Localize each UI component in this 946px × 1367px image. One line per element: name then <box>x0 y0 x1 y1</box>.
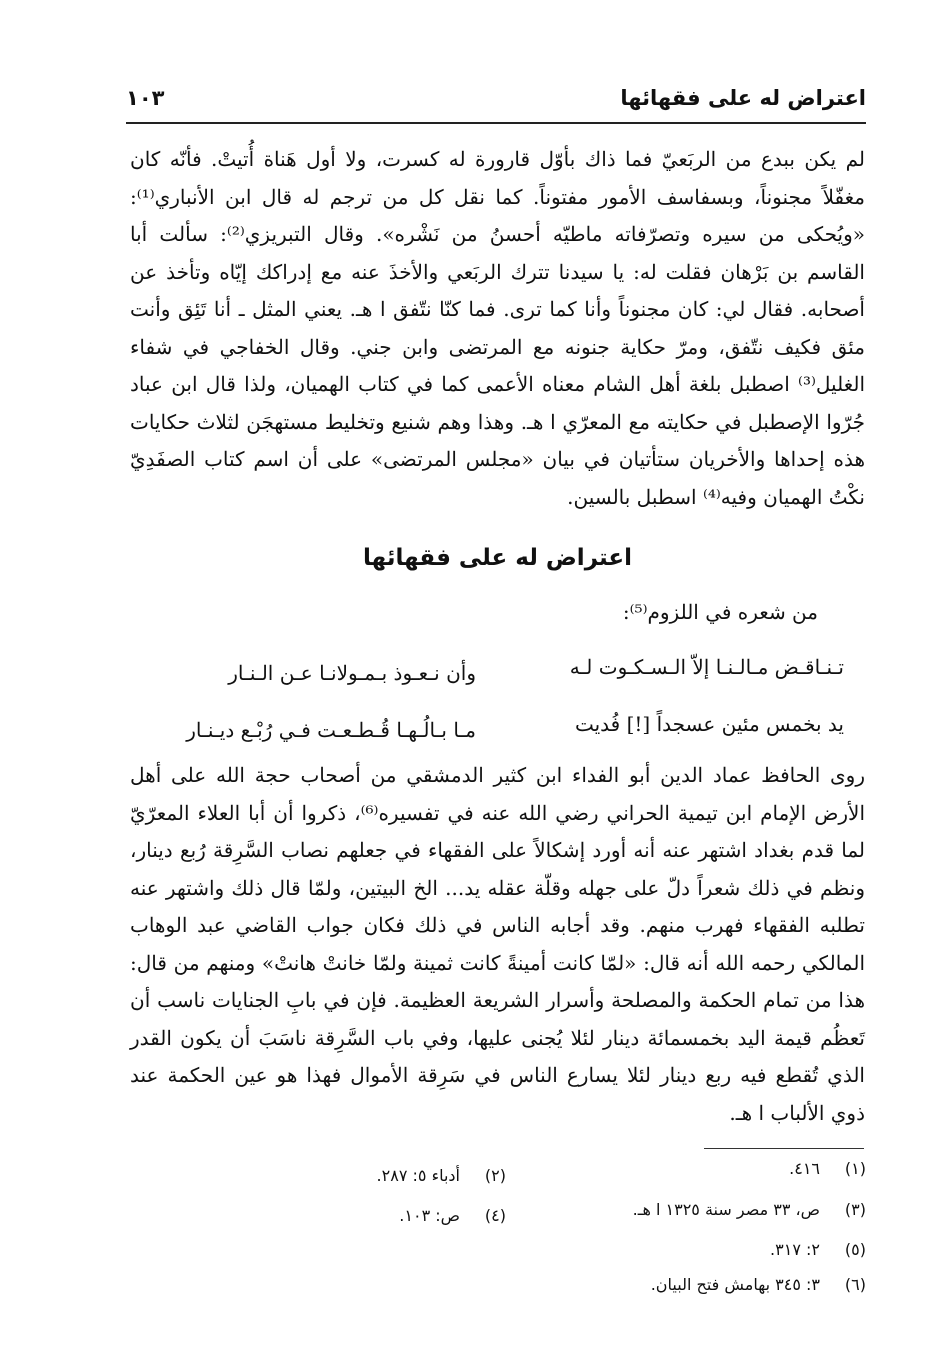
footnote-text: ٤١٦. <box>789 1159 820 1178</box>
running-header <box>126 86 866 120</box>
poem-intro: من شعره في اللزوم⁽⁵⁾: <box>622 600 818 624</box>
footnote-5 <box>770 1240 866 1259</box>
footnote-text: ص: ١٠٣. <box>399 1206 460 1225</box>
footnote-text: أدباء ٥: ٢٨٧. <box>376 1166 460 1185</box>
footnote-marker: (١) <box>844 1159 866 1178</box>
paragraph-1: لم يكن ببدع من الربَعيّ فما ذاك بأوّل قارورة له كسرت، ولا أول هَناة أُتيتْ. فأنّه كان مغفّلاً مجنوناً، وبسفاسف الأمور مفتوناً. كما نقل كل من ترجم له قال ابن الأنباري⁽¹⁾: «ويُحكى من سيره وتصرّفاته ماطيّه أحسنُ من نَشْره». وقال التبريزي⁽²⁾: سألت أبا القاسم بن بَرْهان فقلت له: يا سيدنا تترك الربَعي والأخذَ عنه مع إدراكك إيّاه وتأخذ عن أصحابه. فقال لي: كان مجنوناً وأنا كما ترى. فما كنّا نتّفق ا هـ. يعني المثل ـ أنا تَئِق وأنت مئق فكيف نتّفق، ومرّ حكاية جنونه مع المرتضى وابن جني. وقال الخفاجي في شفاء الغليل⁽³⁾ اصطبل بلغة أهل الشام معناه الأعمى كما في كتاب الهميان، ولذا قال ابن عباد جُرّوا الإصطبل في حكايته مع المعرّي ا هـ. وهذا وهم شنيع وتخليط مستهجَن لثلاث حكايات هذه إحداها والأخريان ستأتيان في بيان «مجلس المرتضى» على أن اسم كتاب الصفَدِيّ نكْتُ الهميان وفيه⁽⁴⁾ اسطبل بالسين. <box>130 147 865 509</box>
footnote-1 <box>789 1159 866 1178</box>
footnote-marker: (٤) <box>484 1206 506 1225</box>
footnote-text: ٣: ٣٤٥ بهامش فتح البيان. <box>650 1275 820 1294</box>
footnote-marker: (٥) <box>844 1240 866 1259</box>
poem-line-1-second-hemistich: وأن نـعـوذ بـمـولانـا عـن الـنـار <box>228 661 476 685</box>
poem-line-1-first-hemistich: تـنـاقـض مـالـنـا إلاّ الـسـكـوت لـه <box>569 655 844 679</box>
footnote-2 <box>377 1166 506 1185</box>
section-heading: اعتراض له على فقهائها <box>363 545 632 571</box>
footnote-marker: (٢) <box>484 1166 506 1185</box>
poem-line-2-first-hemistich: يد بخمس مئين عسجداً [!] فُديت <box>574 712 844 736</box>
paragraph-2: روى الحافظ عماد الدين أبو الفداء ابن كثير الدمشقي من أصحاب حجة الله على أهل الأرض الإمام ابن تيمية الحراني رضي الله عنه في تفسيره⁽⁶⁾، ذكروا أن أبا العلاء المعرّيّ لما قدم بغداد اشتهر عنه أنه أورد إشكالاً على الفقهاء في جعلهم نصاب السَّرِقة رُبع دينار، ونظم في ذلك شعراً دلّ على جهله وقلّة عقله يد... الخ البيتين، ولمّا قال ذلك واشتهر عنه تطلبه الفقهاء فهرب منهم. وقد أجابه الناس في ذلك فكان جواب القاضي عبد الوهاب المالكي رحمه الله أنه قال: «لمّا كانت أمينةً كانت ثمينة ولمّا خانتْ هانتْ» ومنهم من قال: هذا من تمام الحكمة والمصلحة وأسرار الشريعة العظيمة. فإن في بابِ الجنايات ناسب أن تَعظُم قيمة اليد بخمسمائة دينار لئلا يُجنى عليها، وفي باب السَّرِقة ناسَبَ أن يكون القدر الذي تُقطع فيه ربع دينار لئلا يسارع الناس في سَرِقة الأموال فهذا هو عين الحكمة عند ذوي الألباب ا هـ. <box>130 763 865 1125</box>
footnote-text: ٢: ٣١٧. <box>770 1240 820 1259</box>
footnote-3 <box>633 1200 866 1219</box>
footnote-rule <box>704 1148 864 1149</box>
header-rule <box>126 122 866 124</box>
footnote-6 <box>651 1275 866 1294</box>
poem-line-2-second-hemistich: مـا بـالُـهـا قُـطـعـت فـي رُبْـع ديـنـار <box>186 718 476 742</box>
page-number: ١٠٣ <box>126 86 165 110</box>
footnote-marker: (٣) <box>844 1200 866 1219</box>
footnote-marker: (٦) <box>844 1275 866 1294</box>
footnote-text: ص، ٣٣ مصر سنة ١٣٢٥ ا هـ. <box>632 1200 820 1219</box>
running-title: اعتراض له على فقهائها <box>620 86 866 110</box>
footnote-4 <box>399 1206 506 1225</box>
